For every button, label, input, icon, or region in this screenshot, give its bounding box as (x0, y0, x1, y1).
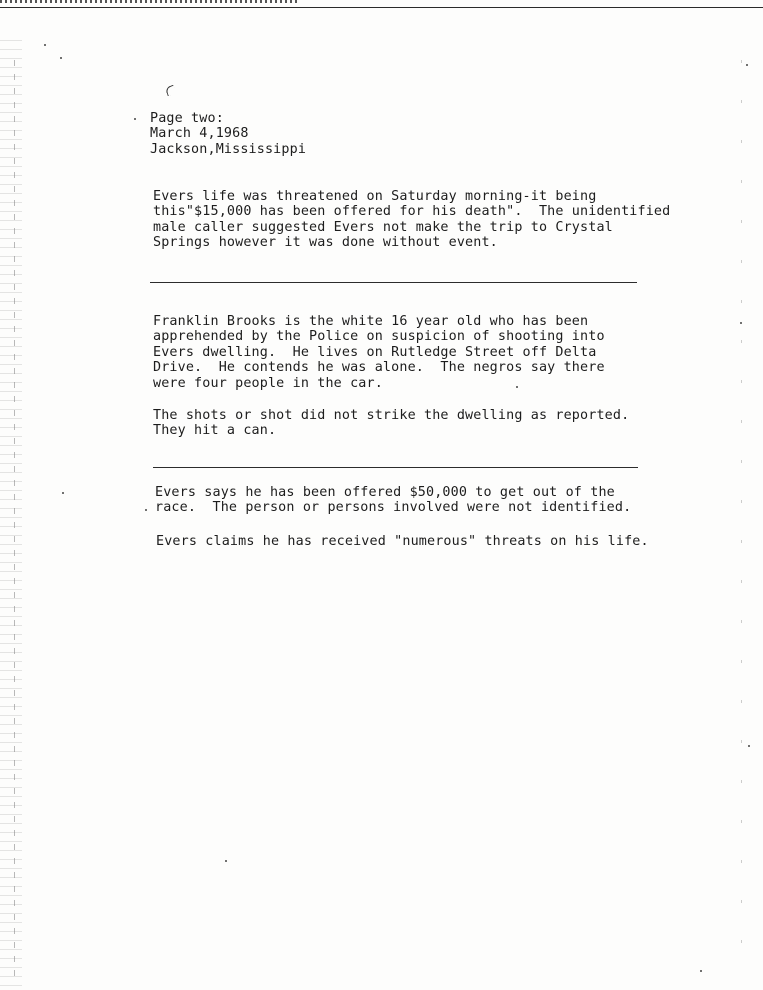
paragraph-brooks: Franklin Brooks is the white 16 year old who has been apprehended by the Police on suspicion of shooting into Evers dwelling. He lives on Rutledge Street off Delta Drive. He contends he was alone. The negros say there were four people in the car. (153, 314, 605, 391)
paragraph-claims: Evers claims he has received "numerous" threats on his life. (156, 534, 649, 549)
section-divider (153, 467, 638, 468)
paragraph-threat: Evers life was threatened on Saturday morning-it being this"$15,000 has been offered for his death". The unidentified male caller suggested Evers not make the trip to Crystal Springs however it was done without event. (153, 189, 671, 251)
speck (60, 57, 62, 59)
speck (62, 492, 64, 494)
section-divider (150, 282, 637, 283)
speck (145, 509, 147, 511)
scan-artifact-left (0, 40, 22, 990)
page-header (150, 111, 306, 157)
speck (746, 64, 748, 66)
paragraph-offer: Evers says he has been offered $50,000 to get out of the race. The person or persons involved were not identified. (155, 485, 632, 516)
report-location: Jackson,Mississippi (150, 141, 307, 157)
speck (748, 745, 750, 747)
speck (44, 44, 46, 46)
paragraph-shots: The shots or shot did not strike the dwelling as reported. They hit a can. (153, 408, 630, 439)
scan-artifact-top (0, 0, 300, 3)
pen-mark (165, 85, 177, 97)
page-number: Page two: (150, 111, 224, 126)
report-date: March 4,1968 (150, 126, 249, 142)
scan-edge-line (0, 7, 763, 8)
speck (134, 118, 136, 120)
speck (740, 322, 742, 324)
scan-artifact-right-line (741, 60, 742, 960)
speck (700, 970, 702, 972)
scan-artifact-left-line (14, 60, 15, 980)
speck (225, 860, 227, 862)
